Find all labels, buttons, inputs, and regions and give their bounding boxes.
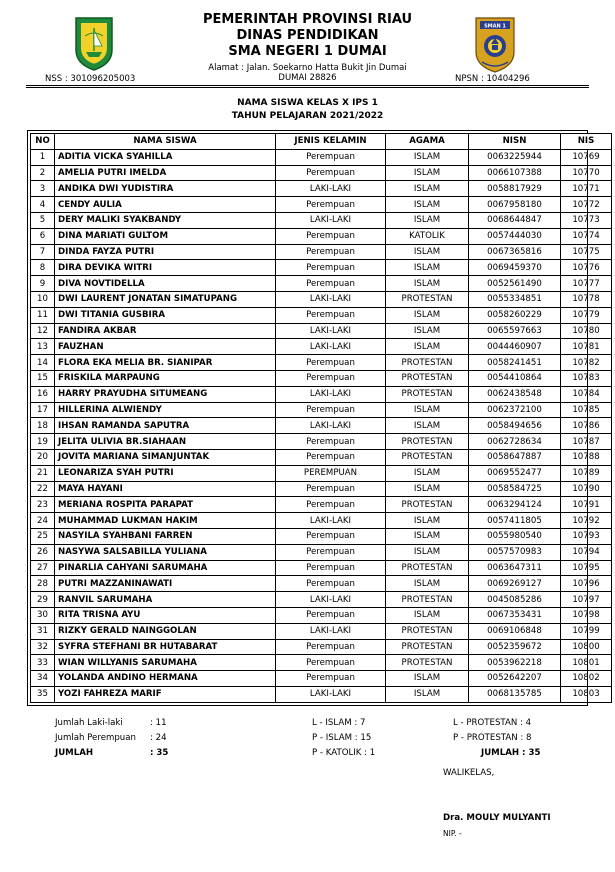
- signature-role: WALIKELAS,: [443, 768, 495, 778]
- cell-religion: ISLAM: [386, 481, 469, 497]
- address-line: Alamat : Jalan. Soekarno Hatta Bukit Jin Dumai: [208, 63, 407, 73]
- cell-religion: ISLAM: [386, 465, 469, 481]
- cell-nisn: 0063647311: [469, 560, 561, 576]
- cell-nisn: 0068644847: [469, 212, 561, 228]
- table-row: [31, 686, 612, 702]
- cell-nisn: 0057570983: [469, 544, 561, 560]
- cell-nisn: 0044460907: [469, 339, 561, 355]
- cell-religion: ISLAM: [386, 671, 469, 687]
- cell-name: WIAN WILLYANIS SARUMAHA: [55, 655, 276, 671]
- cell-nis: 10794: [561, 544, 612, 560]
- cell-no: 10: [31, 291, 55, 307]
- cell-nis: 10778: [561, 291, 612, 307]
- cell-no: 26: [31, 544, 55, 560]
- cell-religion: PROTESTAN: [386, 355, 469, 371]
- cell-name: JOVITA MARIANA SIMANJUNTAK: [55, 449, 276, 465]
- cell-nis: 10796: [561, 576, 612, 592]
- cell-gender: LAKI-LAKI: [276, 513, 386, 529]
- cell-name: AMELIA PUTRI IMELDA: [55, 165, 276, 181]
- cell-no: 25: [31, 528, 55, 544]
- cell-nisn: 0068135785: [469, 686, 561, 702]
- cell-nis: 10779: [561, 307, 612, 323]
- cell-nisn: 0055334851: [469, 291, 561, 307]
- cell-nis: 10770: [561, 165, 612, 181]
- total-right: JUMLAH : 35: [481, 748, 541, 758]
- cell-religion: PROTESTAN: [386, 370, 469, 386]
- table-row: [31, 212, 612, 228]
- cell-religion: PROTESTAN: [386, 291, 469, 307]
- table-row: [31, 370, 612, 386]
- table-row: [31, 576, 612, 592]
- table-row: [31, 528, 612, 544]
- cell-nisn: 0062728634: [469, 434, 561, 450]
- cell-nis: 10792: [561, 513, 612, 529]
- cell-religion: PROTESTAN: [386, 449, 469, 465]
- cell-name: RIZKY GERALD NAINGGOLAN: [55, 623, 276, 639]
- cell-nisn: 0069269127: [469, 576, 561, 592]
- cell-no: 13: [31, 339, 55, 355]
- cell-no: 15: [31, 370, 55, 386]
- school-title: SMA NEGERI 1 DUMAI: [228, 44, 387, 59]
- cell-nis: 10790: [561, 481, 612, 497]
- table-row: [31, 197, 612, 213]
- cell-nis: 10788: [561, 449, 612, 465]
- cell-nisn: 0058584725: [469, 481, 561, 497]
- cell-name: PUTRI MAZZANINAWATI: [55, 576, 276, 592]
- cell-name: JELITA ULIVIA BR.SIAHAAN: [55, 434, 276, 450]
- table-header-row: [31, 134, 612, 150]
- table-row: [31, 276, 612, 292]
- cell-no: 7: [31, 244, 55, 260]
- class-title: NAMA SISWA KELAS X IPS 1: [237, 98, 378, 108]
- cell-no: 22: [31, 481, 55, 497]
- cell-gender: Perempuan: [276, 671, 386, 687]
- cell-nisn: 0058647887: [469, 449, 561, 465]
- col-header-nis: NIS: [561, 134, 612, 150]
- cell-religion: PROTESTAN: [386, 655, 469, 671]
- cell-nisn: 0052642207: [469, 671, 561, 687]
- cell-nis: 10769: [561, 149, 612, 165]
- total-label: JUMLAH: [55, 748, 94, 758]
- table-row: [31, 228, 612, 244]
- letterhead: [0, 0, 615, 90]
- male-islam-count: L - ISLAM : 7: [312, 718, 366, 728]
- cell-nisn: 0058494656: [469, 418, 561, 434]
- male-count-value: : 11: [150, 718, 167, 728]
- table-body: [31, 149, 612, 702]
- cell-name: NASYWA SALSABILLA YULIANA: [55, 544, 276, 560]
- cell-gender: LAKI-LAKI: [276, 212, 386, 228]
- cell-gender: Perempuan: [276, 307, 386, 323]
- cell-nis: 10803: [561, 686, 612, 702]
- table-row: [31, 465, 612, 481]
- cell-nis: 10787: [561, 434, 612, 450]
- cell-religion: ISLAM: [386, 181, 469, 197]
- female-protestant-count: P - PROTESTAN : 8: [453, 733, 532, 743]
- cell-religion: ISLAM: [386, 576, 469, 592]
- table-row: [31, 244, 612, 260]
- table-row: [31, 323, 612, 339]
- cell-gender: Perempuan: [276, 228, 386, 244]
- cell-gender: Perempuan: [276, 481, 386, 497]
- cell-religion: ISLAM: [386, 339, 469, 355]
- cell-religion: ISLAM: [386, 513, 469, 529]
- table-row: [31, 307, 612, 323]
- cell-no: 19: [31, 434, 55, 450]
- cell-gender: LAKI-LAKI: [276, 323, 386, 339]
- summary-religion-female-male: [312, 716, 375, 761]
- cell-gender: Perempuan: [276, 607, 386, 623]
- cell-name: YOLANDA ANDINO HERMANA: [55, 671, 276, 687]
- cell-gender: Perempuan: [276, 449, 386, 465]
- cell-no: 4: [31, 197, 55, 213]
- cell-gender: Perempuan: [276, 355, 386, 371]
- cell-no: 16: [31, 386, 55, 402]
- cell-no: 2: [31, 165, 55, 181]
- cell-nisn: 0054410864: [469, 370, 561, 386]
- signature-name: Dra. MOULY MULYANTI: [443, 813, 551, 823]
- table-row: [31, 655, 612, 671]
- table-row: [31, 607, 612, 623]
- cell-nisn: 0052359672: [469, 639, 561, 655]
- cell-gender: LAKI-LAKI: [276, 339, 386, 355]
- cell-no: 23: [31, 497, 55, 513]
- cell-no: 8: [31, 260, 55, 276]
- cell-gender: LAKI-LAKI: [276, 686, 386, 702]
- cell-gender: Perempuan: [276, 655, 386, 671]
- cell-name: DWI TITANIA GUSBIRA: [55, 307, 276, 323]
- cell-religion: ISLAM: [386, 149, 469, 165]
- cell-religion: PROTESTAN: [386, 560, 469, 576]
- cell-name: FRISKILA MARPAUNG: [55, 370, 276, 386]
- cell-nisn: 0058260229: [469, 307, 561, 323]
- header-divider-thin: [26, 87, 589, 88]
- cell-name: LEONARIZA SYAH PUTRI: [55, 465, 276, 481]
- cell-no: 30: [31, 607, 55, 623]
- cell-gender: Perempuan: [276, 276, 386, 292]
- cell-nis: 10776: [561, 260, 612, 276]
- cell-religion: KATOLIK: [386, 228, 469, 244]
- cell-no: 1: [31, 149, 55, 165]
- cell-gender: LAKI-LAKI: [276, 623, 386, 639]
- cell-gender: Perempuan: [276, 497, 386, 513]
- cell-nis: 10799: [561, 623, 612, 639]
- table-row: [31, 386, 612, 402]
- cell-gender: LAKI-LAKI: [276, 592, 386, 608]
- col-header-religion: AGAMA: [386, 134, 469, 150]
- cell-nisn: 0055980540: [469, 528, 561, 544]
- cell-religion: ISLAM: [386, 402, 469, 418]
- cell-name: MAYA HAYANI: [55, 481, 276, 497]
- cell-nis: 10780: [561, 323, 612, 339]
- cell-nisn: 0069552477: [469, 465, 561, 481]
- cell-nis: 10802: [561, 671, 612, 687]
- cell-gender: Perempuan: [276, 544, 386, 560]
- cell-nis: 10771: [561, 181, 612, 197]
- table-row: [31, 560, 612, 576]
- cell-nis: 10781: [561, 339, 612, 355]
- cell-nisn: 0066107388: [469, 165, 561, 181]
- cell-gender: PEREMPUAN: [276, 465, 386, 481]
- cell-nis: 10786: [561, 418, 612, 434]
- cell-name: DINDA FAYZA PUTRI: [55, 244, 276, 260]
- cell-religion: ISLAM: [386, 307, 469, 323]
- signature-nip: NIP. -: [443, 829, 462, 838]
- table-row: [31, 339, 612, 355]
- male-protestant-count: L - PROTESTAN : 4: [453, 718, 532, 728]
- cell-name: PINARLIA CAHYANI SARUMAHA: [55, 560, 276, 576]
- cell-religion: ISLAM: [386, 686, 469, 702]
- cell-religion: ISLAM: [386, 212, 469, 228]
- cell-nisn: 0067365816: [469, 244, 561, 260]
- cell-nisn: 0069459370: [469, 260, 561, 276]
- cell-gender: Perempuan: [276, 402, 386, 418]
- female-count-label: Jumlah Perempuan: [55, 733, 136, 743]
- cell-name: DINA MARIATI GULTOM: [55, 228, 276, 244]
- cell-nis: 10798: [561, 607, 612, 623]
- cell-nis: 10783: [561, 370, 612, 386]
- student-table: [30, 133, 612, 703]
- cell-religion: ISLAM: [386, 418, 469, 434]
- col-header-nisn: NISN: [469, 134, 561, 150]
- cell-gender: Perempuan: [276, 244, 386, 260]
- cell-gender: LAKI-LAKI: [276, 418, 386, 434]
- cell-nisn: 0052561490: [469, 276, 561, 292]
- cell-nisn: 0062438548: [469, 386, 561, 402]
- header-divider: [26, 85, 589, 86]
- cell-name: RITA TRISNA AYU: [55, 607, 276, 623]
- cell-no: 32: [31, 639, 55, 655]
- cell-religion: ISLAM: [386, 276, 469, 292]
- cell-gender: Perempuan: [276, 576, 386, 592]
- cell-gender: Perempuan: [276, 560, 386, 576]
- right-logo-text: SMAN 1: [484, 23, 506, 30]
- cell-gender: Perempuan: [276, 260, 386, 276]
- col-header-name: NAMA SISWA: [55, 134, 276, 150]
- cell-religion: ISLAM: [386, 528, 469, 544]
- table-row: [31, 149, 612, 165]
- cell-no: 21: [31, 465, 55, 481]
- cell-gender: Perempuan: [276, 197, 386, 213]
- cell-nis: 10789: [561, 465, 612, 481]
- cell-no: 17: [31, 402, 55, 418]
- summary-protestant: [453, 716, 540, 761]
- cell-nisn: 0045085286: [469, 592, 561, 608]
- cell-religion: PROTESTAN: [386, 386, 469, 402]
- cell-nis: 10795: [561, 560, 612, 576]
- total-value: : 35: [150, 748, 169, 758]
- cell-no: 5: [31, 212, 55, 228]
- cell-name: FANDIRA AKBAR: [55, 323, 276, 339]
- cell-no: 27: [31, 560, 55, 576]
- cell-name: MUHAMMAD LUKMAN HAKIM: [55, 513, 276, 529]
- cell-nis: 10801: [561, 655, 612, 671]
- cell-nis: 10782: [561, 355, 612, 371]
- cell-nisn: 0067353431: [469, 607, 561, 623]
- table-row: [31, 497, 612, 513]
- cell-no: 6: [31, 228, 55, 244]
- cell-gender: Perempuan: [276, 149, 386, 165]
- cell-nis: 10793: [561, 528, 612, 544]
- table-row: [31, 623, 612, 639]
- cell-nisn: 0065597663: [469, 323, 561, 339]
- cell-name: DIRA DEVIKA WITRI: [55, 260, 276, 276]
- cell-nis: 10775: [561, 244, 612, 260]
- cell-nis: 10785: [561, 402, 612, 418]
- female-catholic-count: P - KATOLIK : 1: [312, 748, 376, 758]
- cell-no: 34: [31, 671, 55, 687]
- cell-no: 31: [31, 623, 55, 639]
- cell-nis: 10774: [561, 228, 612, 244]
- cell-religion: ISLAM: [386, 323, 469, 339]
- cell-nis: 10777: [561, 276, 612, 292]
- cell-nisn: 0063225944: [469, 149, 561, 165]
- cell-nis: 10772: [561, 197, 612, 213]
- cell-no: 28: [31, 576, 55, 592]
- table-row: [31, 481, 612, 497]
- cell-religion: PROTESTAN: [386, 623, 469, 639]
- male-count-label: Jumlah Laki-laki: [55, 718, 123, 728]
- table-row: [31, 449, 612, 465]
- col-header-no: NO: [31, 134, 55, 150]
- cell-no: 33: [31, 655, 55, 671]
- table-row: [31, 260, 612, 276]
- cell-gender: Perempuan: [276, 370, 386, 386]
- cell-nisn: 0062372100: [469, 402, 561, 418]
- cell-religion: ISLAM: [386, 244, 469, 260]
- cell-gender: LAKI-LAKI: [276, 181, 386, 197]
- cell-no: 24: [31, 513, 55, 529]
- cell-nis: 10797: [561, 592, 612, 608]
- table-row: [31, 181, 612, 197]
- cell-religion: ISLAM: [386, 607, 469, 623]
- table-row: [31, 418, 612, 434]
- cell-nisn: 0069106848: [469, 623, 561, 639]
- cell-religion: PROTESTAN: [386, 497, 469, 513]
- cell-gender: Perempuan: [276, 165, 386, 181]
- table-row: [31, 165, 612, 181]
- table-row: [31, 355, 612, 371]
- cell-no: 20: [31, 449, 55, 465]
- table-row: [31, 544, 612, 560]
- nss-number: NSS : 301096205003: [45, 74, 136, 84]
- cell-religion: PROTESTAN: [386, 592, 469, 608]
- table-row: [31, 592, 612, 608]
- cell-name: FAUZHAN: [55, 339, 276, 355]
- cell-nisn: 0053962218: [469, 655, 561, 671]
- cell-name: ADITIA VICKA SYAHILLA: [55, 149, 276, 165]
- cell-religion: ISLAM: [386, 165, 469, 181]
- cell-name: ANDIKA DWI YUDISTIRA: [55, 181, 276, 197]
- table-row: [31, 402, 612, 418]
- cell-religion: PROTESTAN: [386, 639, 469, 655]
- cell-name: FLORA EKA MELIA BR. SIANIPAR: [55, 355, 276, 371]
- cell-name: SYFRA STEFHANI BR HUTABARAT: [55, 639, 276, 655]
- cell-name: CENDY AULIA: [55, 197, 276, 213]
- table-row: [31, 639, 612, 655]
- cell-no: 12: [31, 323, 55, 339]
- cell-no: 35: [31, 686, 55, 702]
- cell-religion: ISLAM: [386, 544, 469, 560]
- female-islam-count: P - ISLAM : 15: [312, 733, 372, 743]
- dept-title: DINAS PENDIDIKAN: [236, 28, 379, 43]
- cell-nisn: 0058817929: [469, 181, 561, 197]
- table-row: [31, 434, 612, 450]
- cell-nisn: 0058241451: [469, 355, 561, 371]
- cell-name: DWI LAURENT JONATAN SIMATUPANG: [55, 291, 276, 307]
- cell-gender: LAKI-LAKI: [276, 291, 386, 307]
- cell-no: 9: [31, 276, 55, 292]
- cell-religion: ISLAM: [386, 260, 469, 276]
- cell-no: 3: [31, 181, 55, 197]
- cell-name: YOZI FAHREZA MARIF: [55, 686, 276, 702]
- cell-gender: Perempuan: [276, 434, 386, 450]
- academic-year: TAHUN PELAJARAN 2021/2022: [231, 111, 384, 121]
- cell-name: IHSAN RAMANDA SAPUTRA: [55, 418, 276, 434]
- cell-gender: Perempuan: [276, 639, 386, 655]
- cell-nisn: 0057411805: [469, 513, 561, 529]
- govt-title: PEMERINTAH PROVINSI RIAU: [202, 12, 413, 27]
- table-row: [31, 513, 612, 529]
- cell-nis: 10773: [561, 212, 612, 228]
- col-header-gender: JENIS KELAMIN: [276, 134, 386, 150]
- cell-name: DERY MALIKI SYAKBANDY: [55, 212, 276, 228]
- cell-no: 14: [31, 355, 55, 371]
- cell-gender: LAKI-LAKI: [276, 386, 386, 402]
- table-row: [31, 671, 612, 687]
- cell-name: NASYILA SYAHBANI FARREN: [55, 528, 276, 544]
- cell-no: 29: [31, 592, 55, 608]
- cell-nisn: 0057444030: [469, 228, 561, 244]
- cell-name: HILLERINA ALWIENDY: [55, 402, 276, 418]
- npsn-number: NPSN : 10404296: [455, 74, 530, 84]
- cell-no: 11: [31, 307, 55, 323]
- cell-nis: 10800: [561, 639, 612, 655]
- summary-left: [55, 716, 169, 761]
- table-row: [31, 291, 612, 307]
- cell-religion: PROTESTAN: [386, 434, 469, 450]
- cell-name: HARRY PRAYUDHA SITUMEANG: [55, 386, 276, 402]
- cell-nis: 10791: [561, 497, 612, 513]
- cell-nisn: 0063294124: [469, 497, 561, 513]
- cell-nis: 10784: [561, 386, 612, 402]
- cell-nisn: 0067958180: [469, 197, 561, 213]
- female-count-value: : 24: [150, 733, 167, 743]
- cell-name: MERIANA ROSPITA PARAPAT: [55, 497, 276, 513]
- cell-religion: ISLAM: [386, 197, 469, 213]
- cell-no: 18: [31, 418, 55, 434]
- cell-gender: Perempuan: [276, 528, 386, 544]
- cell-name: DIVA NOVTIDELLA: [55, 276, 276, 292]
- cell-name: RANVIL SARUMAHA: [55, 592, 276, 608]
- city-postal: DUMAI 28826: [278, 73, 337, 83]
